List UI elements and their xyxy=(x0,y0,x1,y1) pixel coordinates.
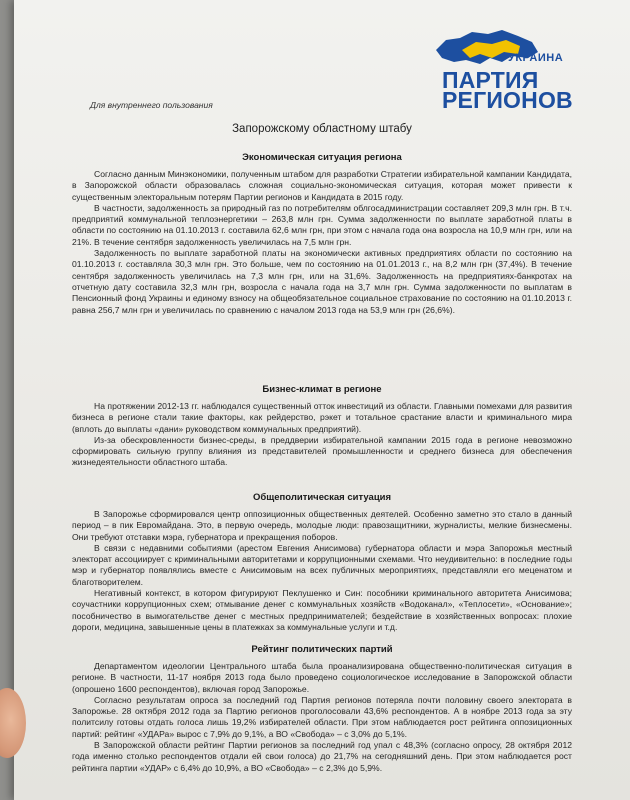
paragraph: В Запорожской области рейтинг Партии регионов за последний год упал с 48,3% (согласно опросу, 28 октября 2012 года именно столько респондентов отдали ей свои голоса) до 21,7% на сегодняшний день. При этом наблюдается рост рейтинга партии «УДАР» с 6,4% до 10,9%, а ВО «Свобода» – с 2,3% до 5,9%. xyxy=(72,740,572,773)
internal-use-note: Для внутреннего пользования xyxy=(90,100,213,110)
party-logo xyxy=(426,28,606,113)
paragraph: На протяжении 2012-13 гг. наблюдался существенный отток инвестиций из области. Главными помехами для развития бизнеса в регионе стали такие факторы, как рейдерство, рэкет и тотальное срастание власти и криминального мира (вплоть до выплаты «дани» руководством коммунальных предприятий). xyxy=(72,401,572,434)
paragraph: В связи с недавними событиями (арестом Евгения Анисимова) губернатора области и мэра Запорожья местный электорат ассоциирует с криминальными авторитетами и коррупционными схемами. Что неудивительно: в последние годы мэр и губернатор появлялись вместе с Анисимовым на всех публичных мероприятиях, представляли его меценатом и благотворителем. xyxy=(72,542,572,587)
logo-name-line2: РЕГИОНОВ xyxy=(442,87,573,113)
paragraph: Задолженность по выплате заработной платы на экономически активных предприятиях области по состоянию на 01.10.2013 г. составляла 30,3 млн грн. Это больше, чем по состоянию на 01.01.2013 г., на 8,2 млн грн (37,4%). В течение сентября задолженность увеличилась на 7,3 млн грн, или на 31,6%. Задолженность на предприятиях-банкротах на отчетную дату составила 32,3 млн грн, возросла с начала года на 3,7 млн грн. Сумма задолженности по выплатам в Пенсионный фонд Украины и единому взносу на общеобязательное социальное страхование по состоянию на 01.10.2013 г. равна 256,7 млн грн и увеличилась по сравнению с началом 2013 года на 53,9 млн грн (26,6%). xyxy=(72,248,572,315)
section-body-politics xyxy=(72,509,572,633)
section-heading-business: Бизнес-климат в регионе xyxy=(262,384,382,395)
section-heading-economy: Экономическая ситуация региона xyxy=(242,152,402,163)
paragraph: Негативный контекст, в котором фигурируют Пеклушенко и Син: пособники криминального авторитета Анисимова; соучастники коррупционных схем; отмывание денег с коммунальных хозяйств «Водоканал», «Теплосети», «Основание»; пособничество в вымогательстве денег с местных предпринимателей; бездействие в хозяйственных вопросах: плохие дороги, медицина, завышенные цены в платежках за коммунальные услуги и т.д. xyxy=(72,588,572,632)
ukraine-map-icon xyxy=(432,28,542,72)
paragraph: В частности, задолженность за природный газ по потребителям облгосадминистрации составляет 209,3 млн грн. В т.ч. предприятий коммунальной теплоэнергетики – 263,8 млн грн. Сумма задолженности по выплате заработной платы в области по состоянию на 01.10.2013 г. составила 62,6 млн грн, при этом с начала года она возросла на 10,9 млн грн, или на 21%. В течение сентября задолженность увеличилась на 7,5 млн грн. xyxy=(72,202,572,247)
section-body-ratings xyxy=(72,661,572,774)
document-title: Запорожскому областному штабу xyxy=(232,123,412,135)
paragraph: Из-за обескровленности бизнес-среды, в преддверии избирательной кампании 2015 года в регионе невозможно сформировать сильную группу влияния из представителей промышленности и среднего бизнеса для обеспечения жизнедеятельности областного штаба. xyxy=(72,434,572,468)
logo-country: УКРАИНА xyxy=(508,52,564,64)
section-heading-politics: Общеполитическая ситуация xyxy=(252,492,392,503)
document-page xyxy=(14,0,630,800)
logo-name-line1: ПАРТИЯ xyxy=(442,67,539,93)
paragraph: В Запорожье сформировался центр оппозиционных общественных деятелей. Особенно заметно это стало в данный период – в пик Евромайдана. Это, в первую очередь, молодые люди: правозащитники, журналисты, мелкие бизнесмены. Они требуют отставки мэра, губернатора и прекращения поборов. xyxy=(72,509,572,542)
paragraph: Департаментом идеологии Центрального штаба была проанализирована общественно-политическая ситуация в регионе. В частности, 11-17 ноября 2013 года было проведено социологическое исследование в Запорожской области (опрошено 1600 респондентов), включая город Запорожье. xyxy=(72,661,572,694)
section-body-economy xyxy=(72,169,572,316)
paragraph: Согласно данным Минэкономики, полученным штабом для разработки Стратегии избирательной кампании Кандидата, в Запорожской области образовалась сложная социально-экономическая ситуация, которая может привести к существенным электоральным потерям Партии регионов и Кандидата в 2015 году. xyxy=(72,169,572,202)
section-body-business xyxy=(72,401,572,469)
paragraph: Согласно результатам опроса за последний год Партия регионов потеряла почти половину своего электората в Запорожье. 28 октября 2012 года за Партию регионов проголосовали 43,6% респондентов. А в ноябре 2013 года за эту политсилу готовы отдать голоса лишь 19,2% избирателей области. При этом наблюдается рост рейтинга оппозиционных партий: рейтинг «УДАРа» вырос с 7,9% до 9,1%, а ВО «Свобода» – с 3,0% до 5,1%. xyxy=(72,694,572,739)
section-heading-ratings: Рейтинг политических партий xyxy=(251,644,393,655)
